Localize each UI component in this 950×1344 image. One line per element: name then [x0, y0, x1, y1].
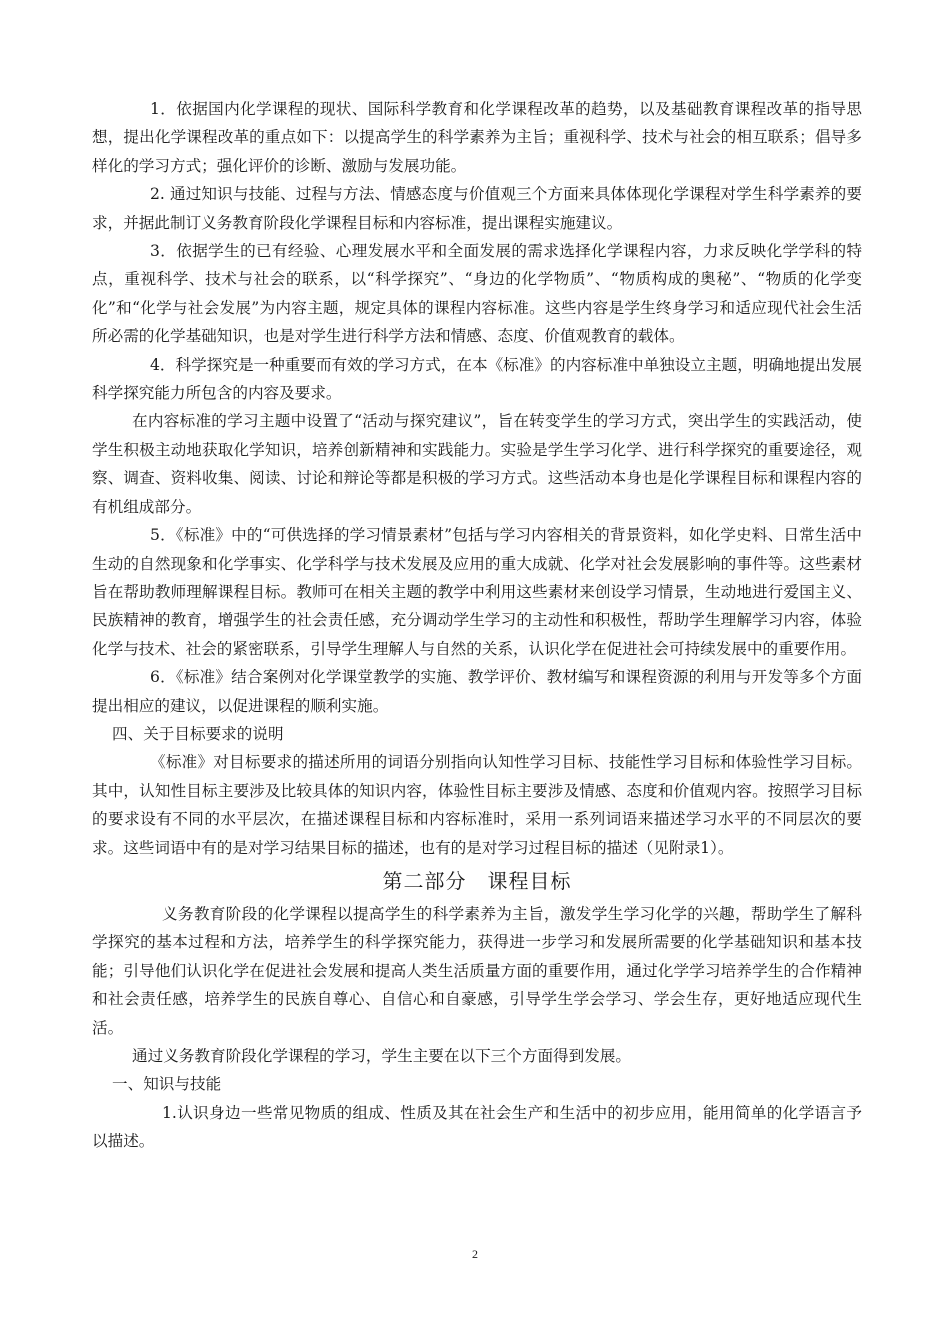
paragraph-4: 4．科学探究是一种重要而有效的学习方式，在本《标准》的内容标准中单独设立主题，明确地提出发展科学探究能力所包含的内容及要求。	[92, 355, 862, 403]
paragraph-9: 义务教育阶段的化学课程以提高学生的科学素养为主旨，激发学生学习化学的兴趣，帮助学生了解科学探究的基本过程和方法，培养学生的科学探究能力，获得进一步学习和发展所需要的化学基础知识和基本技能；引导他们认识化学在促进社会发展和提高人类生活质量方面的重要作用，通过化学学习培养学生的合作精神和社会责任感，培养学生的民族自尊心、自信心和自豪感，引导学生学会学习、学会生存，更好地适应现代生活。	[92, 904, 862, 1037]
paragraph-5: 在内容标准的学习主题中设置了“活动与探究建议”，旨在转变学生的学习方式，突出学生的实践活动，使学生积极主动地获取化学知识，培养创新精神和实践能力。实验是学生学习化学、进行科学探究的重要途径，观察、调查、资料收集、阅读、讨论和辩论等都是积极的学习方式。这些活动本身也是化学课程目标和课程内容的有机组成部分。	[92, 412, 862, 516]
section-title: 第二部分 课程目标	[382, 868, 572, 893]
paragraph-7: 6．《标准》结合案例对化学课堂教学的实施、教学评价、教材编写和课程资源的利用与开发等多个方面提出相应的建议，以促进课程的顺利实施。	[92, 668, 862, 715]
paragraph-11: 1.认识身边一些常见物质的组成、性质及其在社会生产和生活中的初步应用，能用简单的化学语言予以描述。	[92, 1103, 862, 1151]
paragraph-1: 1．依据国内化学课程的现状、国际科学教育和化学课程改革的趋势，以及基础教育课程改革的指导思想，提出化学课程改革的重点如下：以提高学生的科学素养为主旨；重视科学、技术与社会的相互联系；倡导多样化的学习方式；强化评价的诊断、激励与发展功能。	[92, 100, 862, 175]
heading-1: 一、知识与技能	[112, 1075, 222, 1094]
paragraph-2: 2. 通过知识与技能、过程与方法、情感态度与价值观三个方面来具体体现化学课程对学生科学素养的要求，并据此制订义务教育阶段化学课程目标和内容标准，提出课程实施建议。	[92, 185, 862, 232]
paragraph-6: 5．《标准》中的“可供选择的学习情景素材”包括与学习内容相关的背景资料，如化学史料、日常生活中生动的自然现象和化学事实、化学科学与技术发展及应用的重大成就、化学对社会发展影响的事件等。这些素材旨在帮助教师理解课程目标。教师可在相关主题的教学中利用这些素材来创设学习情景，生动地进行爱国主义、民族精神的教育，增强学生的社会责任感，充分调动学生学习的主动性和积极性，帮助学生理解学习内容，体验化学与技术、社会的紧密联系，引导学生理解人与自然的关系，认识化学在促进社会可持续发展中的重要作用。	[92, 526, 862, 658]
heading-4: 四、关于目标要求的说明	[112, 724, 284, 743]
page-number: 2	[472, 1247, 478, 1261]
page-content	[92, 95, 862, 1156]
paragraph-10: 通过义务教育阶段化学课程的学习，学生主要在以下三个方面得到发展。	[132, 1047, 632, 1065]
paragraph-3: 3．依据学生的已有经验、心理发展水平和全面发展的需求选择化学课程内容，力求反映化学学科的特点，重视科学、技术与社会的联系，以“科学探究”、“身边的化学物质”、“物质构成的奥秘”、“物质的化学变化”和“化学与社会发展”为内容主题，规定具体的课程内容标准。这些内容是学生终身学习和适应现代社会生活所必需的化学基础知识，也是对学生进行科学方法和情感、态度、价值观教育的载体。	[92, 242, 862, 346]
paragraph-8: 《标准》对目标要求的描述所用的词语分别指向认知性学习目标、技能性学习目标和体验性学习目标。其中，认知性目标主要涉及比较具体的知识内容，体验性目标主要涉及情感、态度和价值观内容。按照学习目标的要求设有不同的水平层次，在描述课程目标和内容标准时，采用一系列词语来描述学习水平的不同层次的要求。这些词语中有的是对学习结果目标的描述，也有的是对学习过程目标的描述（见附录1）。	[92, 753, 862, 857]
